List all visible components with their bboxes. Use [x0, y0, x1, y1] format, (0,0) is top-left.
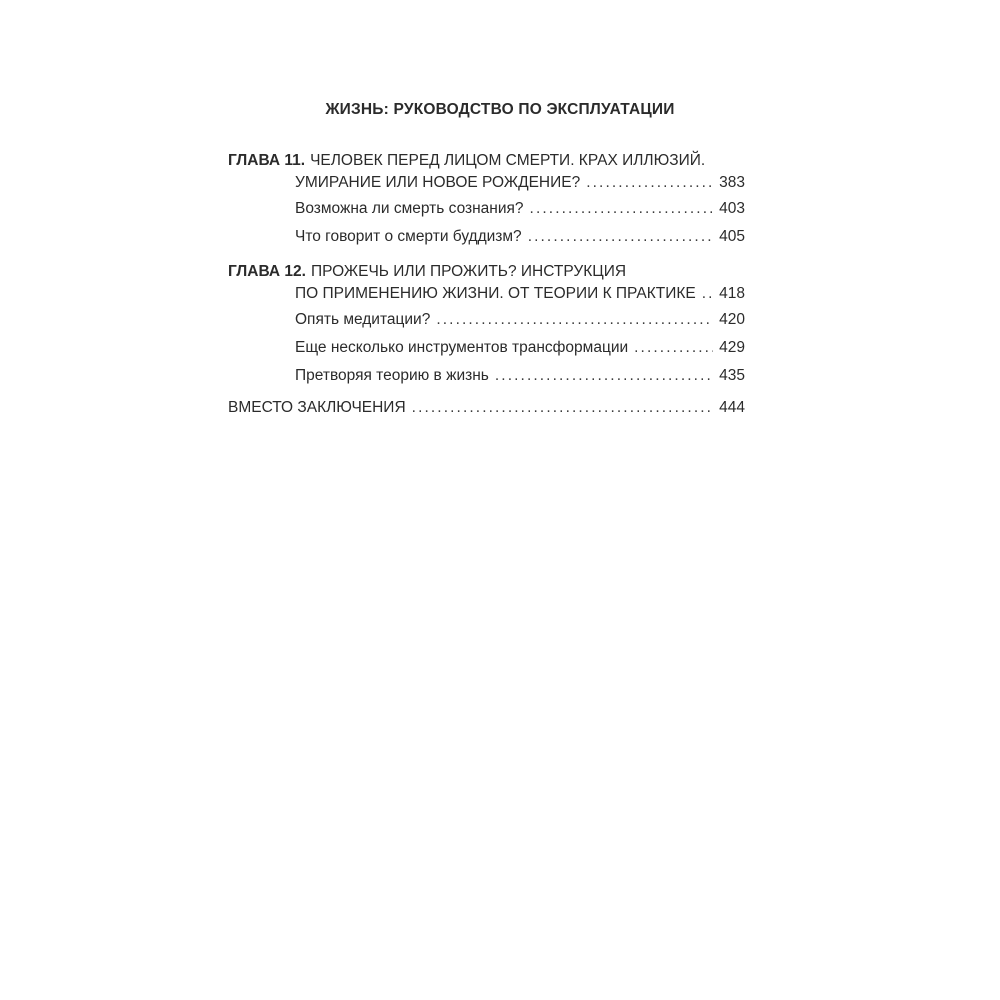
dot-leader — [634, 334, 713, 362]
chapter-12 — [228, 261, 745, 390]
chapter-11-page: 383 — [719, 174, 745, 191]
dot-leader — [702, 283, 713, 305]
chapter-11-title-entry[interactable] — [228, 172, 745, 194]
section-page: 420 — [719, 311, 745, 328]
dot-leader — [495, 362, 713, 390]
book-title: ЖИЗНЬ: РУКОВОДСТВО ПО ЭКСПЛУАТАЦИИ — [325, 101, 675, 118]
section-entry[interactable] — [228, 306, 745, 334]
dot-leader — [586, 172, 713, 194]
section-entry[interactable] — [228, 362, 745, 390]
section-title: Возможна ли смерть сознания? — [295, 200, 524, 217]
section-entry[interactable] — [228, 334, 745, 362]
dot-leader — [412, 397, 713, 419]
conclusion-entry[interactable] — [228, 397, 745, 419]
dot-leader — [530, 195, 714, 223]
chapter-11-heading[interactable] — [228, 150, 745, 172]
dot-leader — [528, 223, 713, 251]
chapter-11 — [228, 150, 745, 251]
chapter-12-title-line2: ПО ПРИМЕНЕНИЮ ЖИЗНИ. ОТ ТЕОРИИ К ПРАКТИКЕ — [295, 285, 696, 302]
chapter-11-title-line1: ЧЕЛОВЕК ПЕРЕД ЛИЦОМ СМЕРТИ. КРАХ ИЛЛЮЗИЙ. — [310, 152, 706, 169]
section-page: 405 — [719, 228, 745, 245]
section-page: 435 — [719, 367, 745, 384]
chapter-12-page: 418 — [719, 285, 745, 302]
section-title: Что говорит о смерти буддизм? — [295, 228, 522, 245]
dot-leader — [436, 306, 713, 334]
chapter-12-title-entry[interactable] — [228, 283, 745, 305]
section-entry[interactable] — [228, 223, 745, 251]
section-title: Опять медитации? — [295, 311, 431, 328]
chapter-11-title-line2: УМИРАНИЕ ИЛИ НОВОЕ РОЖДЕНИЕ? — [295, 174, 581, 191]
chapter-12-title-line1: ПРОЖЕЧЬ ИЛИ ПРОЖИТЬ? ИНСТРУКЦИЯ — [310, 263, 627, 280]
section-title: Претворяя теорию в жизнь — [295, 367, 489, 384]
section-title: Еще несколько инструментов трансформации — [295, 339, 629, 356]
section-entry[interactable] — [228, 195, 745, 223]
chapter-12-heading[interactable] — [228, 261, 745, 283]
chapter-11-label: ГЛАВА 11. — [228, 152, 306, 169]
table-of-contents — [228, 150, 745, 419]
chapter-12-label: ГЛАВА 12. — [228, 263, 306, 280]
conclusion-page: 444 — [719, 399, 745, 416]
conclusion-title: ВМЕСТО ЗАКЛЮЧЕНИЯ — [228, 399, 406, 416]
section-page: 403 — [719, 200, 745, 217]
section-page: 429 — [719, 339, 745, 356]
